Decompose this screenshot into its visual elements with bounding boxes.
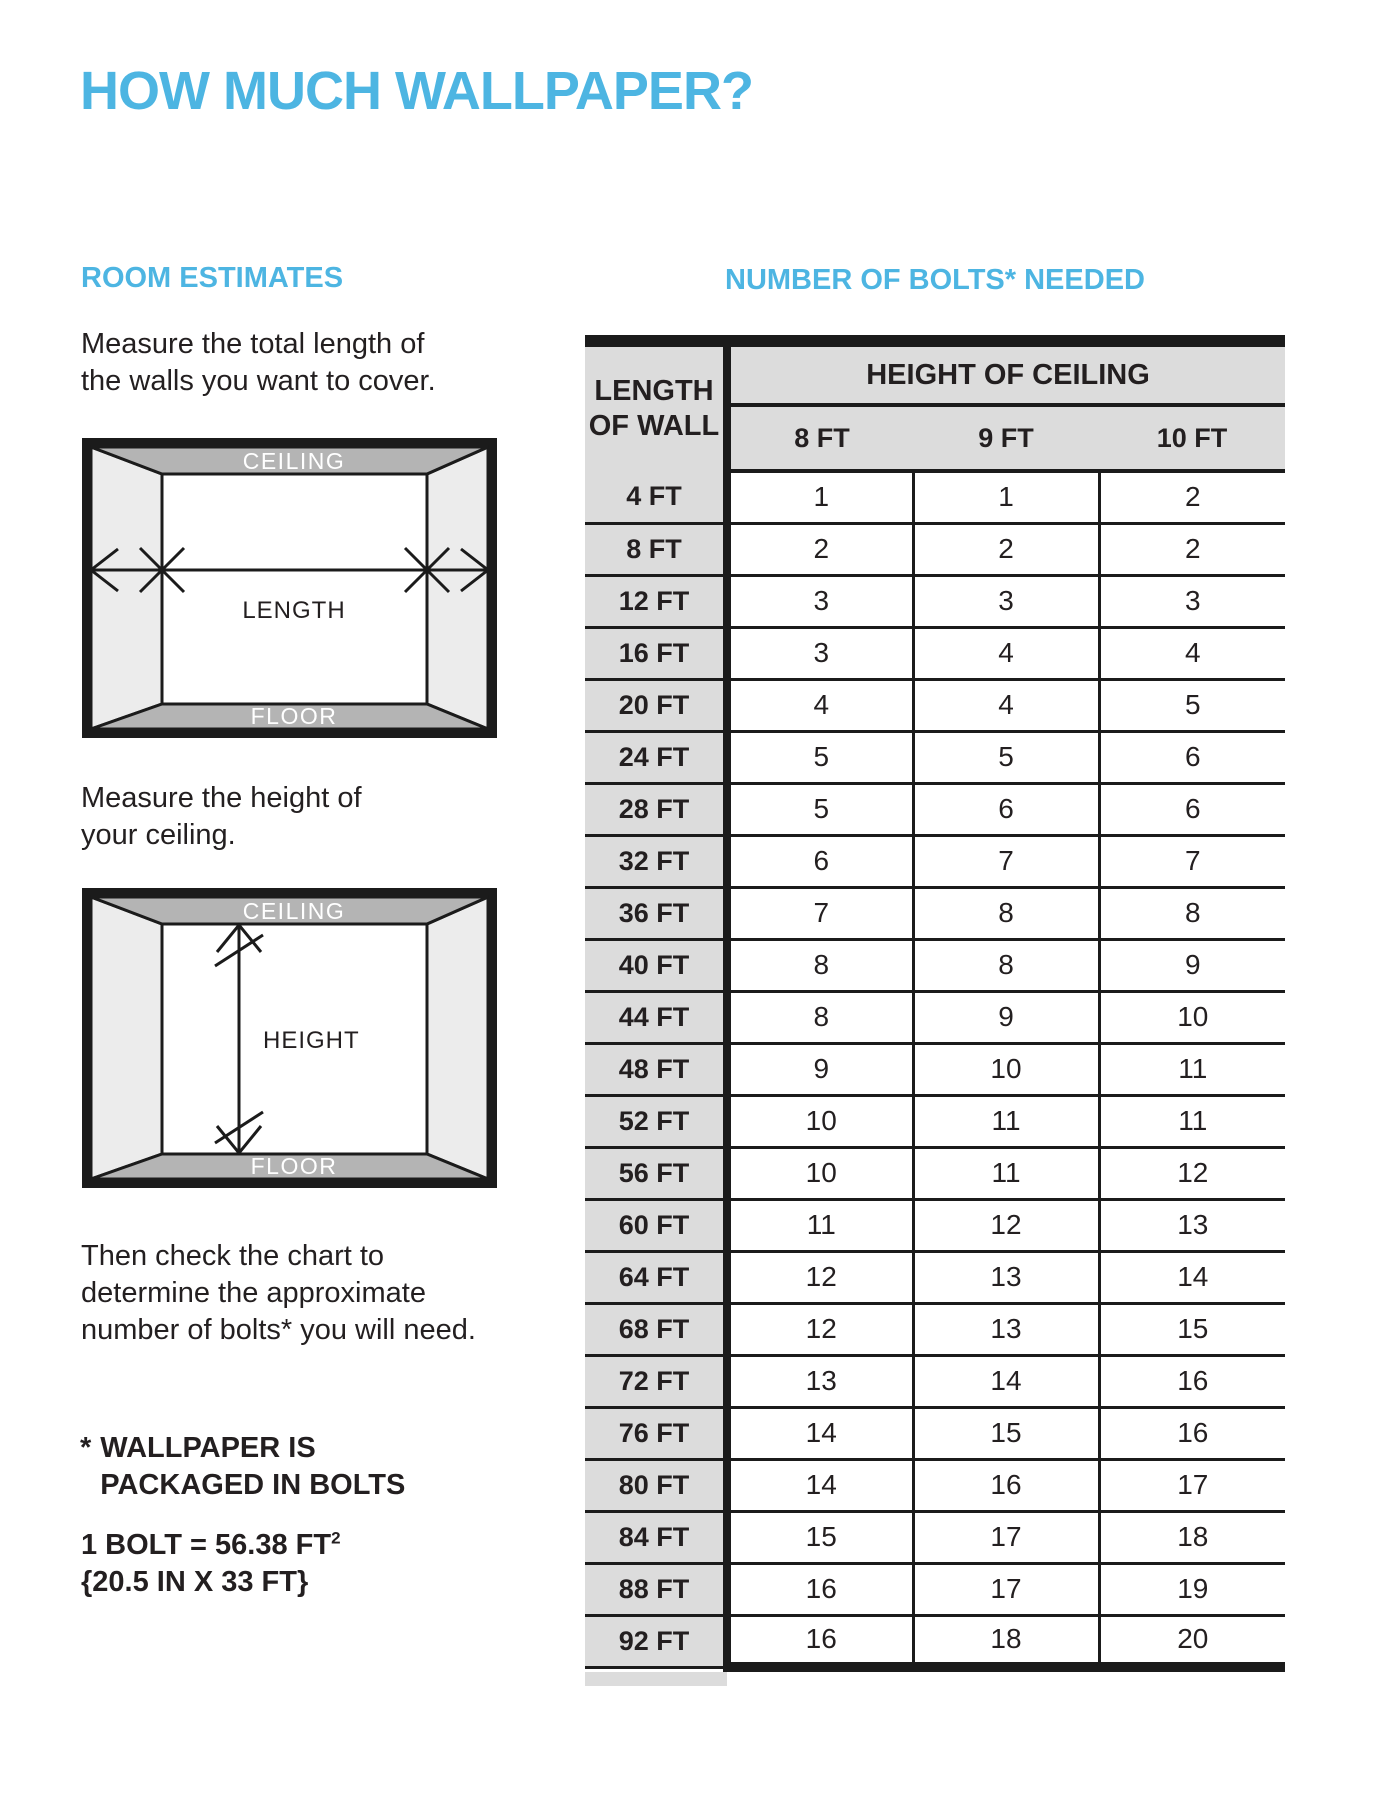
bolt-count-8ft: 16 [727, 1615, 913, 1667]
bolt-count-10ft: 20 [1099, 1615, 1285, 1667]
bolt-count-9ft: 17 [913, 1511, 1099, 1563]
wall-length-label: 76 FT [585, 1407, 727, 1459]
bolt-count-9ft: 2 [913, 523, 1099, 575]
wall-length-label: 40 FT [585, 939, 727, 991]
bolt-count-10ft: 6 [1099, 783, 1285, 835]
paragraph-line: number of bolts* you will need. [81, 1314, 476, 1346]
bolt-count-10ft: 14 [1099, 1251, 1285, 1303]
bolt-count-9ft: 11 [913, 1095, 1099, 1147]
table-header-row-1 [585, 341, 1285, 405]
bolt-count-8ft: 12 [727, 1303, 913, 1355]
footnote-line: WALLPAPER IS [100, 1432, 316, 1464]
length-of-wall-header: LENGTH OF WALL [585, 341, 727, 471]
wall-length-label: 64 FT [585, 1251, 727, 1303]
bolt-count-10ft: 19 [1099, 1563, 1285, 1615]
wall-length-label: 88 FT [585, 1563, 727, 1615]
squared-superscript: 2 [331, 1528, 341, 1548]
bolts-table-section [585, 262, 1285, 1686]
wall-length-label: 92 FT [585, 1615, 727, 1667]
bolt-count-8ft: 6 [727, 835, 913, 887]
height-label: HEIGHT [263, 1027, 360, 1054]
bolt-count-9ft: 6 [913, 783, 1099, 835]
bolt-count-10ft: 16 [1099, 1355, 1285, 1407]
measure-length-paragraph [81, 326, 436, 400]
bolt-count-10ft: 3 [1099, 575, 1285, 627]
bolt-count-10ft: 13 [1099, 1199, 1285, 1251]
bolt-count-9ft: 13 [913, 1251, 1099, 1303]
table-row [585, 679, 1285, 731]
col-header-8ft: 8 FT [727, 405, 913, 471]
table-row [585, 731, 1285, 783]
bolt-count-9ft: 16 [913, 1459, 1099, 1511]
table-row [585, 1199, 1285, 1251]
footnote-text [100, 1430, 405, 1504]
bolt-count-9ft: 5 [913, 731, 1099, 783]
paragraph-line: the walls you want to cover. [81, 365, 436, 397]
wall-length-label: 60 FT [585, 1199, 727, 1251]
table-row [585, 1355, 1285, 1407]
bolt-count-8ft: 15 [727, 1511, 913, 1563]
bolt-count-10ft: 9 [1099, 939, 1285, 991]
room-height-diagram-svg [82, 888, 497, 1188]
floor-label: FLOOR [250, 1153, 338, 1179]
bolt-equation: 1 BOLT = 56.38 $FT^2$ [81, 1528, 341, 1561]
bolts-table-heading: NUMBER OF BOLTS* NEEDED [725, 264, 1145, 296]
table-row [585, 991, 1285, 1043]
bolt-count-10ft: 16 [1099, 1407, 1285, 1459]
bolt-count-10ft: 12 [1099, 1147, 1285, 1199]
wall-length-label: 4 FT [585, 471, 727, 523]
check-chart-paragraph [81, 1238, 476, 1349]
wall-length-label: 8 FT [585, 523, 727, 575]
measure-height-paragraph [81, 780, 362, 854]
bolt-count-9ft: 11 [913, 1147, 1099, 1199]
table-row [585, 627, 1285, 679]
bolt-count-8ft: 3 [727, 627, 913, 679]
bolt-count-8ft: 9 [727, 1043, 913, 1095]
wall-length-label: 36 FT [585, 887, 727, 939]
bolt-count-10ft: 11 [1099, 1043, 1285, 1095]
length-label: LENGTH [242, 597, 346, 624]
bolt-count-9ft: 3 [913, 575, 1099, 627]
bolt-count-8ft: 8 [727, 939, 913, 991]
wall-length-label: 24 FT [585, 731, 727, 783]
col-header-9ft: 9 FT [913, 405, 1099, 471]
paragraph-line: determine the approximate [81, 1277, 426, 1309]
table-row [585, 783, 1285, 835]
bolt-count-8ft: 11 [727, 1199, 913, 1251]
bolt-count-9ft: 1 [913, 471, 1099, 523]
table-row [585, 471, 1285, 523]
wall-length-label: 72 FT [585, 1355, 727, 1407]
bolt-count-8ft: 5 [727, 783, 913, 835]
table-row [585, 1043, 1285, 1095]
bolt-count-9ft: 14 [913, 1355, 1099, 1407]
right-wall [427, 447, 488, 729]
bolt-count-9ft: 8 [913, 887, 1099, 939]
paragraph-line: Measure the total length of [81, 328, 425, 360]
table-row [585, 939, 1285, 991]
paragraph-line: Then check the chart to [81, 1240, 385, 1272]
page-title: HOW MUCH WALLPAPER? [80, 61, 753, 121]
left-wall [91, 897, 162, 1179]
bolt-count-10ft: 18 [1099, 1511, 1285, 1563]
bolt-count-10ft: 15 [1099, 1303, 1285, 1355]
table-row [585, 523, 1285, 575]
back-wall [162, 474, 427, 704]
bolt-count-9ft: 10 [913, 1043, 1099, 1095]
bolt-count-8ft: 5 [727, 731, 913, 783]
bolt-count-8ft: 14 [727, 1407, 913, 1459]
bolt-count-10ft: 6 [1099, 731, 1285, 783]
wall-length-label: 80 FT [585, 1459, 727, 1511]
col-header-10ft: 10 FT [1099, 405, 1285, 471]
bolt-count-10ft: 2 [1099, 471, 1285, 523]
bolt-count-8ft: 4 [727, 679, 913, 731]
bolt-count-9ft: 15 [913, 1407, 1099, 1459]
right-wall [427, 897, 488, 1179]
wall-length-label: 32 FT [585, 835, 727, 887]
bolt-count-10ft: 2 [1099, 523, 1285, 575]
bolts-footnote [80, 1430, 405, 1504]
bolts-table [585, 335, 1285, 1672]
bolt-count-9ft: 8 [913, 939, 1099, 991]
table-row [585, 1251, 1285, 1303]
ceiling-label: CEILING [242, 898, 346, 924]
bolt-count-8ft: 14 [727, 1459, 913, 1511]
table-row [585, 1615, 1285, 1667]
footnote-line: PACKAGED IN BOLTS [100, 1469, 406, 1501]
bolt-count-8ft: 10 [727, 1147, 913, 1199]
bolt-count-8ft: 1 [727, 471, 913, 523]
bolt-count-10ft: 7 [1099, 835, 1285, 887]
ceiling-label: CEILING [242, 448, 346, 474]
bolts-table-body [585, 471, 1285, 1667]
wall-length-label: 44 FT [585, 991, 727, 1043]
wall-length-label: 56 FT [585, 1147, 727, 1199]
room-length-diagram [82, 438, 497, 738]
bolt-count-8ft: 7 [727, 887, 913, 939]
bolt-dimensions: {20.5 IN X 33 FT} [81, 1566, 309, 1598]
bolt-count-9ft: 12 [913, 1199, 1099, 1251]
bolt-size-info [81, 1527, 341, 1601]
wall-length-label: 52 FT [585, 1095, 727, 1147]
table-row [585, 575, 1285, 627]
wall-length-label: 12 FT [585, 575, 727, 627]
paragraph-line: Measure the height of [81, 782, 362, 814]
table-col1-tail [585, 1672, 727, 1686]
bolt-count-8ft: 8 [727, 991, 913, 1043]
table-row [585, 887, 1285, 939]
bolt-count-10ft: 10 [1099, 991, 1285, 1043]
bolt-count-9ft: 4 [913, 679, 1099, 731]
bolt-count-8ft: 16 [727, 1563, 913, 1615]
bolt-count-8ft: 12 [727, 1251, 913, 1303]
table-row [585, 1095, 1285, 1147]
floor-label: FLOOR [250, 703, 338, 729]
wall-length-label: 20 FT [585, 679, 727, 731]
wall-length-label: 68 FT [585, 1303, 727, 1355]
bolt-count-9ft: 7 [913, 835, 1099, 887]
bolt-count-9ft: 18 [913, 1615, 1099, 1667]
wall-length-label: 16 FT [585, 627, 727, 679]
bolt-count-8ft: 13 [727, 1355, 913, 1407]
bolt-count-10ft: 5 [1099, 679, 1285, 731]
room-estimates-heading: ROOM ESTIMATES [81, 262, 344, 294]
bolt-count-10ft: 11 [1099, 1095, 1285, 1147]
bolt-count-9ft: 17 [913, 1563, 1099, 1615]
wall-length-label: 84 FT [585, 1511, 727, 1563]
table-row [585, 1147, 1285, 1199]
table-row [585, 1459, 1285, 1511]
paragraph-line: your ceiling. [81, 819, 236, 851]
room-length-diagram-svg [82, 438, 497, 738]
bolt-count-9ft: 13 [913, 1303, 1099, 1355]
height-of-ceiling-header: HEIGHT OF CEILING [727, 341, 1285, 405]
bolt-count-8ft: 2 [727, 523, 913, 575]
room-height-diagram [82, 888, 497, 1188]
bolt-count-8ft: 10 [727, 1095, 913, 1147]
footnote-asterisk: * [80, 1432, 92, 1464]
bolt-count-10ft: 17 [1099, 1459, 1285, 1511]
table-row [585, 1563, 1285, 1615]
table-row [585, 835, 1285, 887]
bolt-count-8ft: 3 [727, 575, 913, 627]
bolt-count-9ft: 4 [913, 627, 1099, 679]
table-row [585, 1511, 1285, 1563]
left-wall [91, 447, 162, 729]
bolt-count-10ft: 8 [1099, 887, 1285, 939]
wall-length-label: 28 FT [585, 783, 727, 835]
bolt-count-10ft: 4 [1099, 627, 1285, 679]
table-row [585, 1303, 1285, 1355]
wall-length-label: 48 FT [585, 1043, 727, 1095]
bolt-count-9ft: 9 [913, 991, 1099, 1043]
table-row [585, 1407, 1285, 1459]
